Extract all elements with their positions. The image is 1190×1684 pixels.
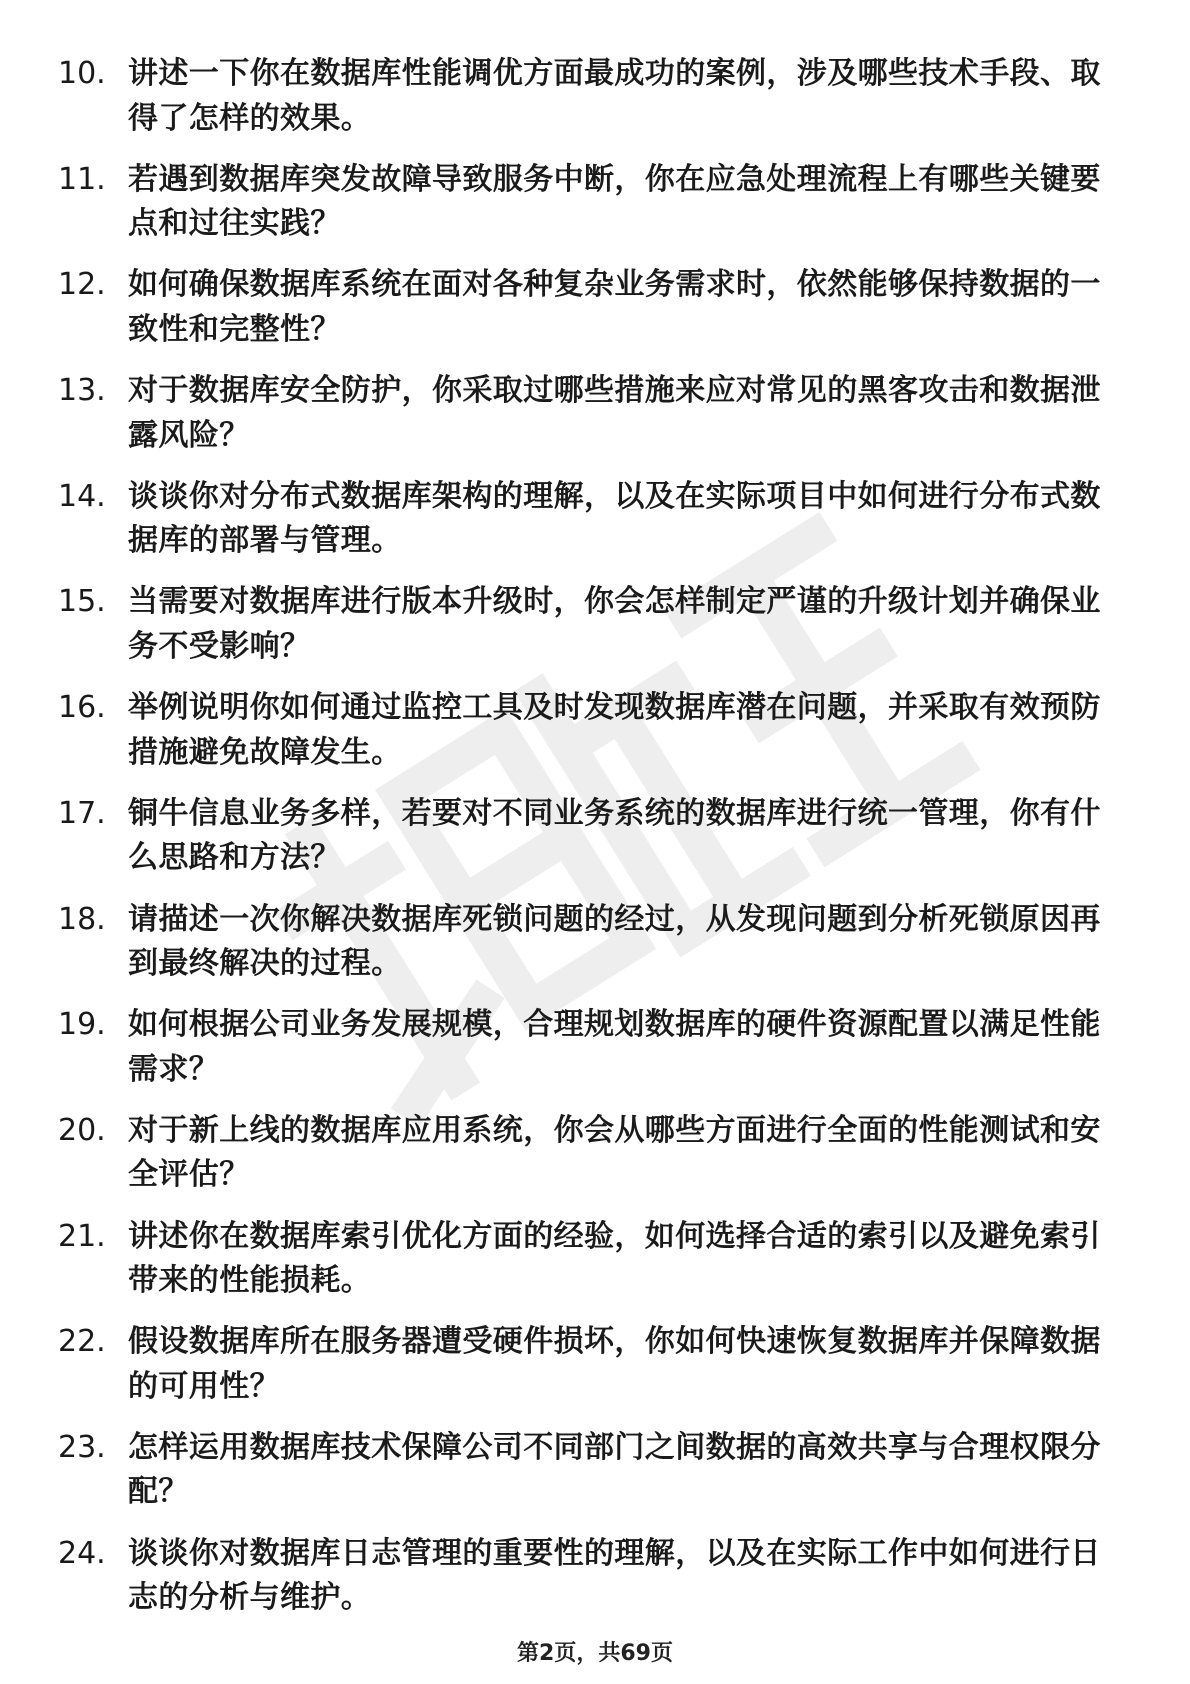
question-number: 12. — [58, 267, 106, 303]
question-item — [58, 1532, 1118, 1621]
question-text: 讲述你在数据库索引优化方面的经验，如何选择合适的索引以及避免索引带来的性能损耗。 — [128, 1218, 1101, 1299]
question-item — [58, 686, 1118, 775]
question-text: 讲述一下你在数据库性能调优方面最成功的案例，涉及哪些技术手段、取得了怎样的效果。 — [128, 56, 1101, 136]
question-text: 铜牛信息业务多样，若要对不同业务系统的数据库进行统一管理，你有什么思路和方法？ — [128, 795, 1101, 876]
question-number: 21. — [58, 1218, 106, 1254]
question-text: 假设数据库所在服务器遭受硬件损坏，你如何快速恢复数据库并保障数据的可用性？ — [128, 1324, 1101, 1404]
question-number: 13. — [58, 373, 106, 409]
question-text: 谈谈你对数据库日志管理的重要性的理解，以及在实际工作中如何进行日志的分析与维护。 — [128, 1535, 1101, 1616]
page-footer: 第2页，共69页 — [517, 1641, 673, 1666]
question-item — [58, 1003, 1118, 1092]
question-item — [58, 369, 1118, 458]
question-number: 24. — [58, 1535, 106, 1571]
question-text: 对于数据库安全防护，你采取过哪些措施来应对常见的黑客攻击和数据泄露风险？ — [128, 373, 1101, 453]
question-number: 17. — [58, 795, 106, 831]
question-text: 如何确保数据库系统在面对各种复杂业务需求时，依然能够保持数据的一致性和完整性？ — [128, 267, 1101, 347]
question-text: 当需要对数据库进行版本升级时，你会怎样制定严谨的升级计划并确保业务不受影响？ — [128, 584, 1101, 664]
question-number: 20. — [58, 1112, 106, 1148]
question-text: 谈谈你对分布式数据库架构的理解，以及在实际项目中如何进行分布式数据库的部署与管理。 — [128, 478, 1101, 559]
question-item — [58, 792, 1118, 881]
question-number: 18. — [58, 901, 106, 937]
question-text: 若遇到数据库突发故障导致服务中断，你在应急处理流程上有哪些关键要点和过往实践？ — [128, 161, 1101, 242]
question-list — [58, 52, 1118, 1637]
question-text: 举例说明你如何通过监控工具及时发现数据库潜在问题，并采取有效预防措施避免故障发生。 — [128, 690, 1101, 770]
question-item — [58, 263, 1118, 352]
question-number: 16. — [58, 690, 106, 726]
question-text: 如何根据公司业务发展规模，合理规划数据库的硬件资源配置以满足性能需求？ — [128, 1007, 1101, 1087]
question-number: 19. — [58, 1007, 106, 1043]
question-item — [58, 1109, 1118, 1198]
question-item — [58, 580, 1118, 669]
question-item — [58, 1426, 1118, 1515]
question-item — [58, 475, 1118, 564]
question-number: 11. — [58, 161, 106, 197]
question-item — [58, 158, 1118, 247]
question-text: 怎样运用数据库技术保障公司不同部门之间数据的高效共享与合理权限分配？ — [128, 1429, 1101, 1510]
question-number: 15. — [58, 584, 106, 620]
question-number: 23. — [58, 1429, 106, 1465]
question-item — [58, 1215, 1118, 1304]
question-text: 请描述一次你解决数据库死锁问题的经过，从发现问题到分析死锁原因再到最终解决的过程。 — [128, 901, 1101, 981]
question-number: 14. — [58, 478, 106, 514]
question-number: 22. — [58, 1324, 106, 1360]
question-number: 10. — [58, 56, 106, 91]
question-item — [58, 898, 1118, 987]
question-item — [58, 1320, 1118, 1409]
question-text: 对于新上线的数据库应用系统，你会从哪些方面进行全面的性能测试和安全评估？ — [128, 1112, 1101, 1193]
question-item — [58, 52, 1118, 141]
